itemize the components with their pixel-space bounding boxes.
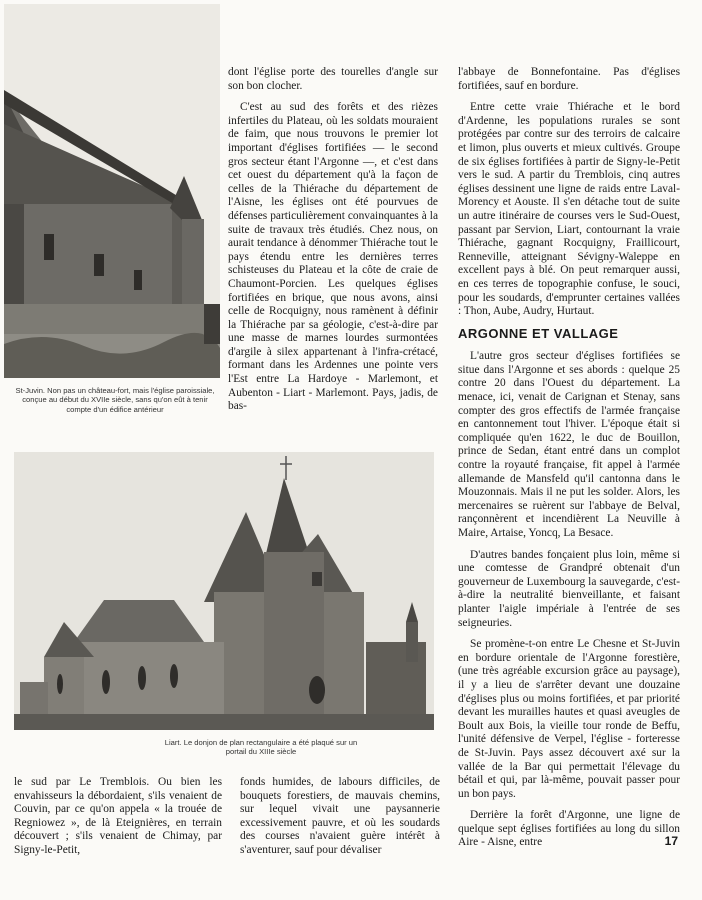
column-bottom-middle <box>240 776 440 866</box>
paragraph: Entre cette vraie Thiérache et le bord d'Ardenne, les populations rurales se sont protégées par contre sur des terroirs de calcaire et limon, plus ouverts et mieux cultivés. Groupe de six églises fortifiées à partir de Signy-le-Petit vers le sud. A partir du Tremblois, cinq autres églises dessinent une ligne de raids entre Laval-Morency et Aouste. Il s'en détache tout de suite un autre itinéraire de courses vers le Sud-Ouest, passant par Servion, Liart, contournant la vraie Thiérache, gagnant Rocquigny, Fraillicourt, Renneville, atteignant Sévigny-Waleppe en excellent pays à blé. On peut remarquer aussi, en ces terres de topographie confuse, le souci, pour les soudards, d'emprunter certaines vallées : Thon, Aube, Audry, Hurtaut. <box>458 101 680 318</box>
paragraph: dont l'église porte des tourelles d'angle sur son bon clocher. <box>228 66 438 92</box>
paragraph: D'autres bandes fonçaient plus loin, même si une comtesse de Grandpré obtenait d'un gouverneur de Luxembourg la sauvegarde, c'est-à-dire la neutralité bienveillante, et faisant planter l'aigle impériale à l'entrée de ses seigneuries. <box>458 548 680 629</box>
paragraph: C'est au sud des forêts et des rièzes infertiles du Plateau, où les soldats mouraient de faim, que nous trouvons le premier lot important d'églises fortifiées — le second gros secteur étant l'Argonne —, et c'est dans cet ouest du département qu'à la façon de celles de la Thiérache du département de l'Aisne, les églises ont été pourvues de défenses particulièrement convainquantes à la suite de travaux très étudiés. Chez nous, on aurait tendance à dénommer Thiérache tout le pays étendu entre les dernières terres schisteuses du Plateau et la côte de craie de Chaumont-Porcien. Les quelques églises fortifiées en brique, que nous avons, ainsi celle de Rocquigny, nous ramènent à définir la Thiérache par sa géologie, c'est-à-dire par une masse de marnes lourdes surmontées d'argile à silex appartenant à l'infra-crétacé, formant dans les Ardennes une pointe vers l'Est entre La Hardoye - Marlemont, et Aubenton - Liart - Marlemont. Pays, jadis, de bas- <box>228 101 438 413</box>
paragraph: Derrière la forêt d'Argonne, une ligne de quelque sept églises fortifiées au long du sillon Aire - Aisne, entre <box>458 809 680 849</box>
liart-church-image <box>14 452 434 730</box>
photo-liart <box>14 452 434 730</box>
paragraph: Se promène-t-on entre Le Chesne et St-Juvin en bordure orientale de l'Argonne forestière, (une très agréable excursion grâce au paysage), il y a lieu de s'arrêter devant une douzaine d'églises plus ou moins fortifiées, et par priorité devant les murailles hautes et quasi aveugles de Boult aux Bois, la vieille tour ronde de Beffu, l'unité défensive de Verpel, l'église - forteresse de St-Juvin. Pays assez découvert axé sur la vallée de la Bar qui permettait l'élevage du bétail et qui, par là-même, pouvait passer pour un bon pays. <box>458 638 680 800</box>
section-heading: ARGONNE ET VALLAGE <box>458 325 619 341</box>
st-juvin-church-image <box>4 4 220 378</box>
paragraph: l'abbaye de Bonnefontaine. Pas d'églises fortifiées, sauf en bordure. <box>458 66 680 92</box>
paragraph: fonds humides, de labours difficiles, de bouquets forestiers, de mauvais chemins, sur lequel vivait une paysannerie excessivement pauvre, et où les soudards des courses n'avaient guère intérêt à s'aventurer, sauf pour dévaliser <box>240 776 440 856</box>
caption-liart: Liart. Le donjon de plan rectangulaire a été plaqué sur un portail du XIIIe siècle <box>164 738 358 757</box>
column-middle-top <box>228 66 438 422</box>
column-bottom-left <box>14 776 222 866</box>
photo-st-juvin <box>4 4 220 378</box>
paragraph: L'autre gros secteur d'églises fortifiées se situe dans l'Argonne et ses abords : quelque 25 contre 20 dans l'Ouest du département. La menace, ici, venait de Carignan et Stenay, sans compter des gros effectifs de l'armée française en cantonnement tout l'hiver. L'époque était si compliquée qu'en 1622, le duc de Bouillon, prince de Sedan, étant entré dans un complot contre la royauté française, fit appel à l'armée allemande de Mansfeld qu'il cantonna dans le Mouzonnais. Mais il ne put les solder. Alors, les mercenaires se ruèrent sur l'abbaye de Belval, rançonnèrent et incendièrent La Neuville à Maire, Artaise, Yoncq, La Besace. <box>458 350 680 539</box>
column-right <box>458 66 680 858</box>
paragraph: le sud par Le Tremblois. Ou bien les envahisseurs la débordaient, s'ils venaient de Couvin, par ce qu'on appela « la trouée de Regniowez », de là Eteignières, en terrain découvert ; s'ils venaient de Chimay, par Signy-le-Petit, <box>14 776 222 856</box>
caption-st-juvin: St-Juvin. Non pas un château-fort, mais l'église paroissiale, conçue au début du XVIIe siècle, sans qu'on eût à tenir compte d'un édifice antérieur <box>15 386 215 414</box>
page-number: 17 <box>664 834 678 848</box>
